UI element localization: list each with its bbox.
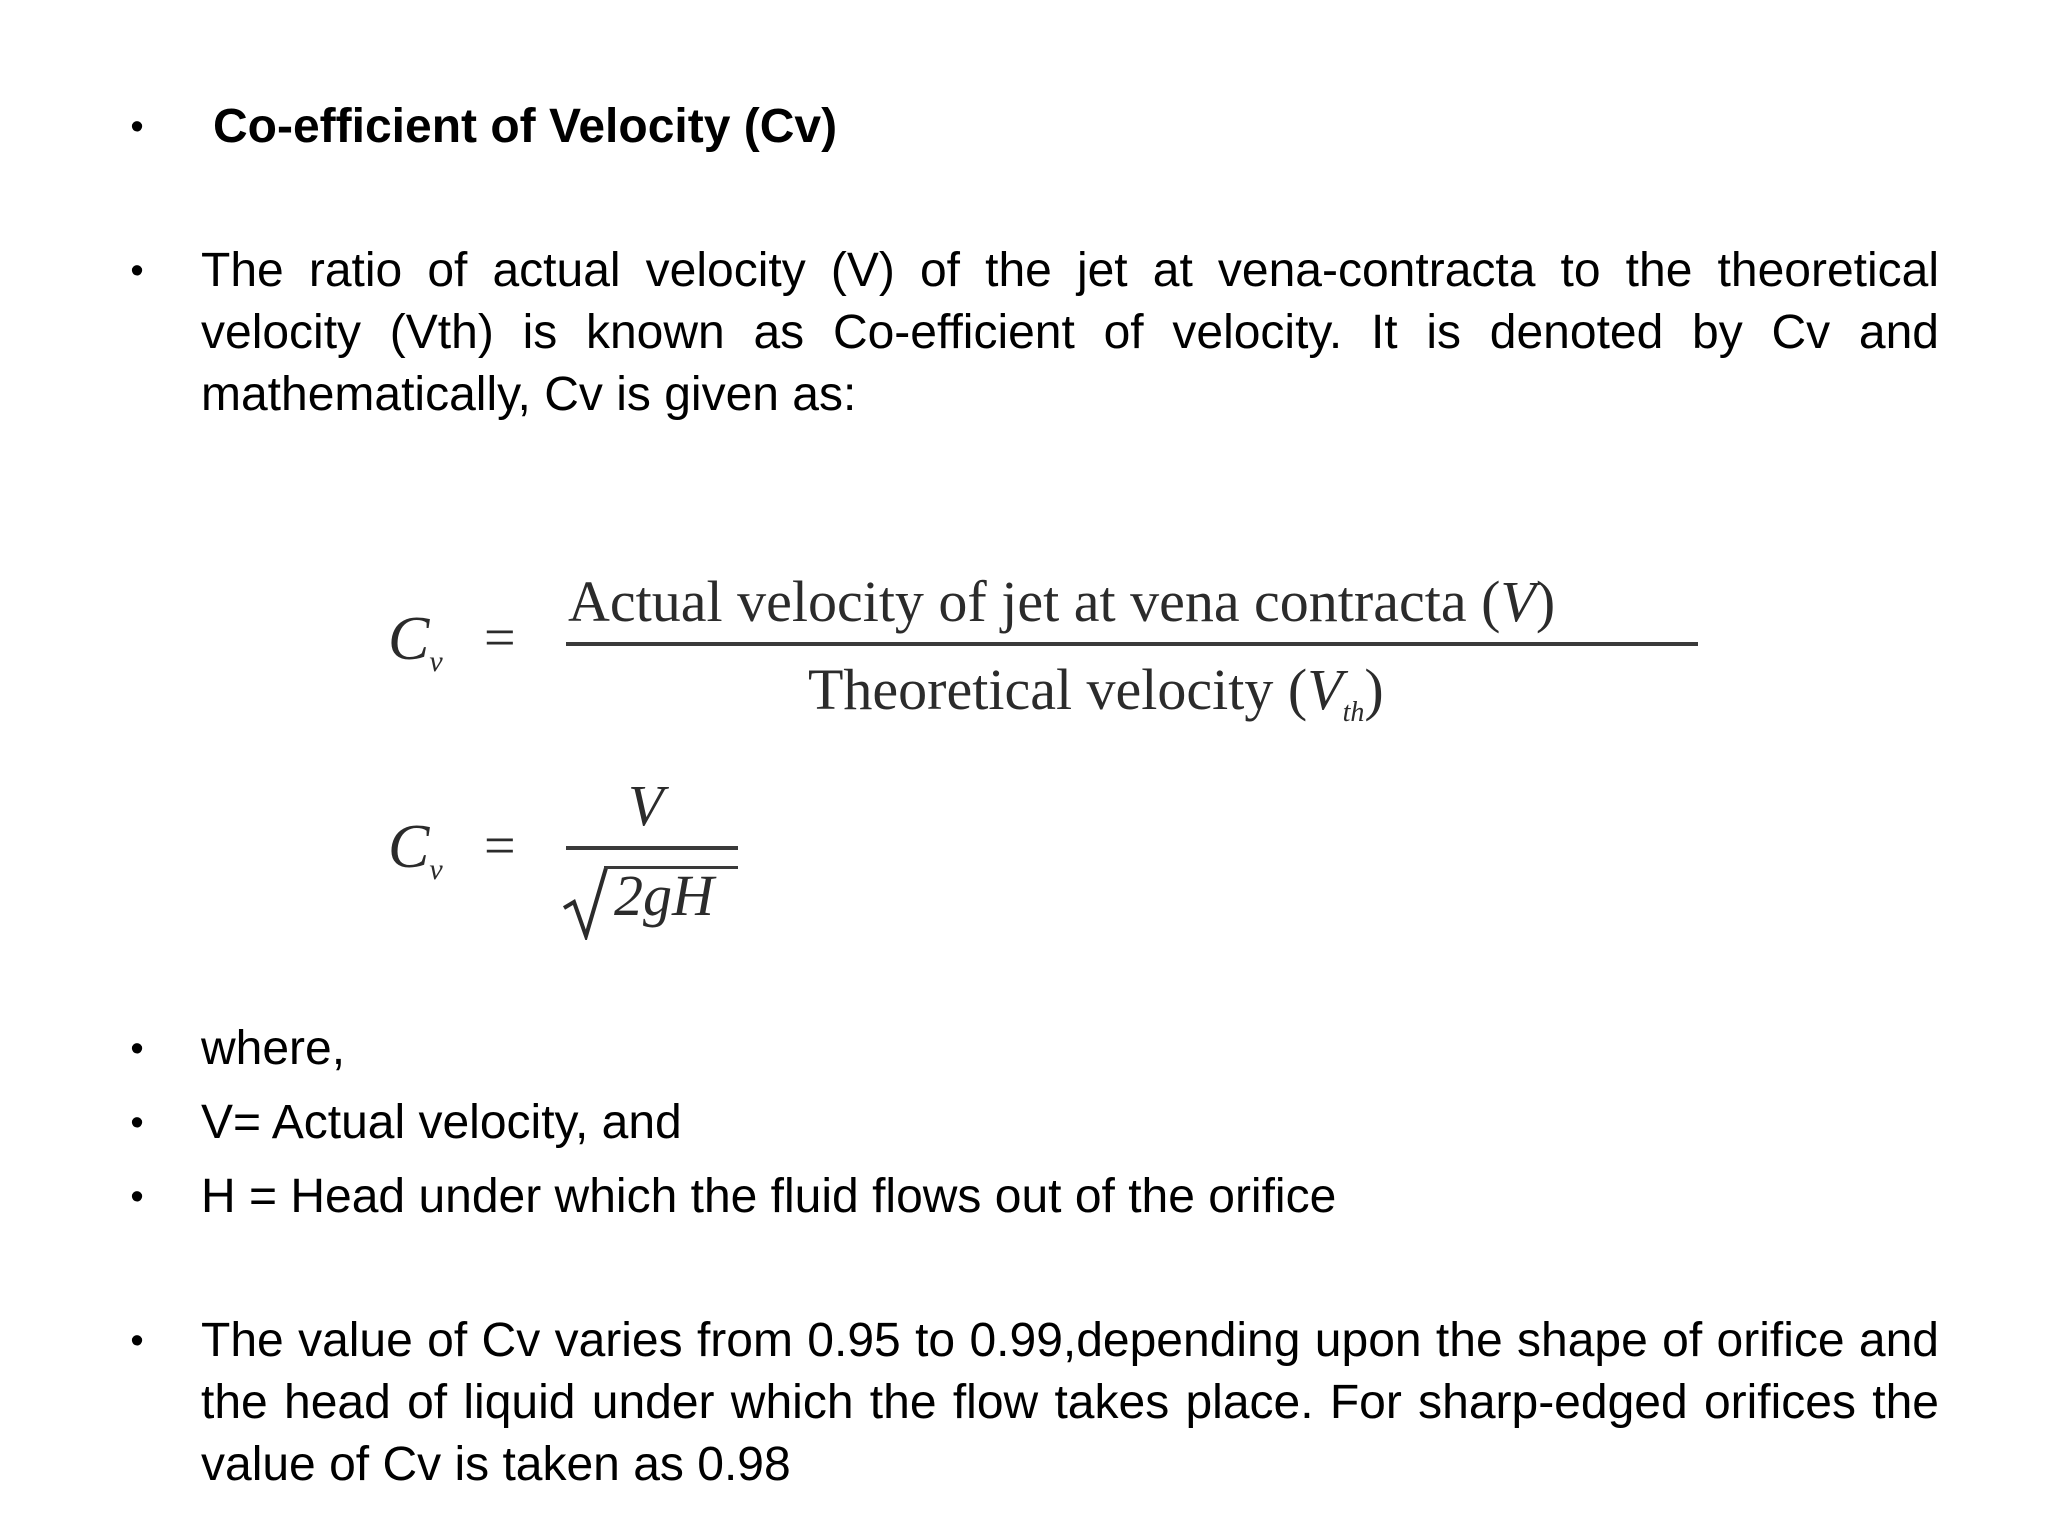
bullet-dot: • [130, 250, 144, 292]
v-definition-text: V= Actual velocity, and [201, 1096, 682, 1149]
cv-symbol: $C_v$ [388, 813, 443, 886]
eq2-denominator: 2gH [614, 863, 714, 928]
cv-range-text: The value of Cv varies from 0.95 to 0.99,depending upon the shape of orifice and the head of liquid under which the flow takes place. For sharp-edged orifices the value of Cv is taken as 0.98 [201, 1314, 1939, 1491]
where-text: where, [201, 1022, 346, 1075]
sqrt-radical-icon [562, 862, 610, 940]
bullet-dot: • [130, 1102, 144, 1144]
fraction-bar [566, 846, 738, 850]
bullet-dot: • [130, 1028, 144, 1070]
equals-sign: = [484, 607, 516, 669]
h-definition-text: H = Head under which the fluid flows out of the orifice [201, 1170, 1337, 1223]
eq2-numerator: V [628, 773, 664, 838]
slide-title: Co-efficient of Velocity (Cv) [213, 100, 838, 153]
equals-sign: = [484, 815, 516, 877]
bullet-dot: • [130, 106, 144, 148]
bullet-dot: • [130, 1320, 144, 1362]
bullet-dot: • [130, 1176, 144, 1218]
definition-text: The ratio of actual velocity (V) of the jet at vena-contracta to the theoretical velocity (Vth) is known as Co-efficient of velocity. It is denoted by Cv and mathematically, Cv is given as: [201, 244, 1939, 421]
cv-symbol: $C_v$ [388, 605, 443, 678]
fraction-bar [566, 642, 1698, 646]
eq1-denominator: Theoretical velocity $(V_{th})$ [808, 657, 1384, 728]
eq1-numerator: Actual velocity of jet at vena contracta (V) [568, 569, 1556, 634]
